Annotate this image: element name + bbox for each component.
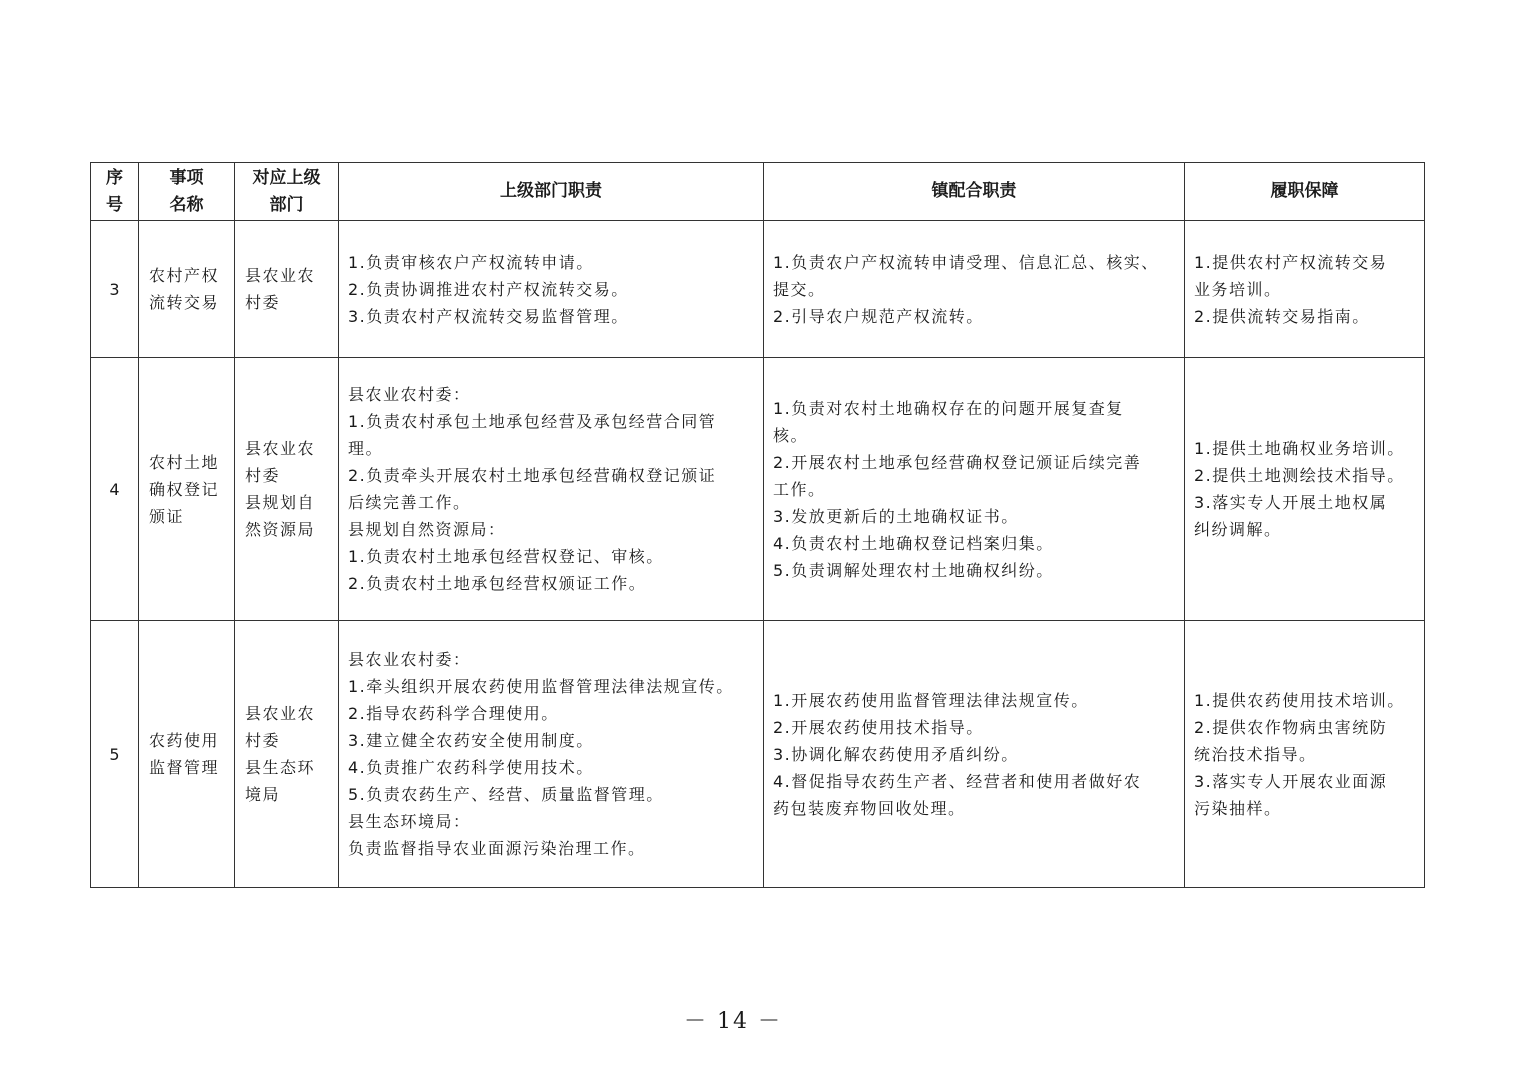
- row-town-duty: [764, 358, 1185, 621]
- header-name: [139, 163, 235, 221]
- cell-line: 提交。: [773, 279, 826, 299]
- cell-line: 县生态环: [245, 758, 316, 777]
- cell-line: 5.负责农药生产、经营、质量监督管理。: [348, 785, 664, 804]
- cell-line: 县规划自然资源局：: [348, 520, 506, 539]
- cell-line: 县生态环境局：: [348, 812, 471, 831]
- cell-line: 污染抽样。: [1194, 798, 1282, 818]
- cell-line: 纠纷调解。: [1194, 520, 1282, 539]
- cell-line: 2.指导农药科学合理使用。: [348, 704, 559, 723]
- cell-line: 村委: [245, 293, 281, 312]
- cell-line: 1.牵头组织开展农药使用监督管理法律法规宣传。: [348, 677, 734, 696]
- cell-line: 2.负责牵头开展农村土地承包经营确权登记颁证: [348, 466, 717, 485]
- table-body: [91, 221, 1425, 888]
- cell-line: 县农业农: [245, 704, 316, 723]
- cell-line: 1.提供农村产权流转交易: [1194, 252, 1388, 272]
- cell-line: 后续完善工作。: [348, 493, 471, 512]
- cell-line: 境局: [245, 785, 281, 804]
- header-seq: [91, 163, 139, 221]
- row-item-name: [139, 621, 235, 888]
- cell-line: 县农业农: [245, 266, 316, 285]
- cell-line: 2.负责农村土地承包经营权颁证工作。: [348, 574, 647, 593]
- cell-line: 农村土地: [149, 452, 220, 472]
- cell-line: 3.建立健全农药安全使用制度。: [348, 731, 594, 750]
- cell-line: 工作。: [773, 479, 826, 499]
- cell-line: 3.协调化解农药使用矛盾纠纷。: [773, 744, 1019, 764]
- cell-line: 3.负责农村产权流转交易监督管理。: [348, 306, 629, 326]
- header-line: 事项: [169, 167, 204, 188]
- cell-line: 核。: [773, 425, 809, 445]
- cell-line: 2.开展农药使用技术指导。: [773, 717, 984, 737]
- header-line: 名称: [169, 194, 204, 215]
- cell-line: 监督管理: [149, 758, 220, 777]
- cell-line: 药包装废弃物回收处理。: [773, 798, 966, 818]
- cell-line: 流转交易: [149, 293, 220, 312]
- header-upper-duty: 上级部门职责: [339, 163, 764, 221]
- cell-line: 农村产权: [149, 266, 220, 285]
- responsibility-table: [90, 162, 1425, 888]
- cell-line: 然资源局: [245, 520, 316, 539]
- row-upper-duty: [339, 221, 764, 358]
- cell-line: 村委: [245, 731, 281, 750]
- cell-line: 1.负责对农村土地确权存在的问题开展复查复: [773, 398, 1124, 418]
- cell-line: 1.开展农药使用监督管理法律法规宣传。: [773, 690, 1089, 710]
- cell-line: 县规划自: [245, 493, 316, 512]
- header-row: [91, 163, 1425, 221]
- header-town-duty: 镇配合职责: [764, 163, 1185, 221]
- cell-line: 业务培训。: [1194, 279, 1282, 299]
- row-guarantee: [1185, 358, 1425, 621]
- cell-line: 1.负责农村承包土地承包经营及承包经营合同管: [348, 412, 717, 431]
- row-item-name: [139, 358, 235, 621]
- cell-line: 2.提供流转交易指南。: [1194, 306, 1370, 326]
- cell-line: 确权登记: [149, 479, 220, 499]
- cell-line: 2.开展农村土地承包经营确权登记颁证后续完善: [773, 452, 1142, 472]
- row-seq: 4: [91, 358, 139, 621]
- header-line: 号: [106, 194, 123, 215]
- table-row: [91, 358, 1425, 621]
- cell-line: 村委: [245, 466, 281, 485]
- row-guarantee: [1185, 621, 1425, 888]
- header-dept: [235, 163, 339, 221]
- cell-line: 4.负责推广农药科学使用技术。: [348, 758, 594, 777]
- cell-line: 3.落实专人开展土地权属: [1194, 493, 1388, 512]
- cell-line: 1.提供土地确权业务培训。: [1194, 439, 1405, 458]
- cell-line: 2.负责协调推进农村产权流转交易。: [348, 279, 629, 299]
- row-guarantee: [1185, 221, 1425, 358]
- cell-line: 2.提供土地测绘技术指导。: [1194, 466, 1405, 485]
- cell-line: 4.督促指导农药生产者、经营者和使用者做好农: [773, 771, 1142, 791]
- row-upper-duty: [339, 621, 764, 888]
- cell-line: 2.引导农户规范产权流转。: [773, 306, 984, 326]
- row-seq: 5: [91, 621, 139, 888]
- cell-line: 4.负责农村土地确权登记档案归集。: [773, 533, 1054, 553]
- table-row: [91, 621, 1425, 888]
- cell-line: 3.发放更新后的土地确权证书。: [773, 506, 1019, 526]
- page-number: － 14 －: [684, 1009, 782, 1034]
- cell-line: 理。: [348, 439, 384, 458]
- row-seq: 3: [91, 221, 139, 358]
- row-department: [235, 621, 339, 888]
- table-header: [91, 163, 1425, 221]
- row-town-duty: [764, 621, 1185, 888]
- cell-line: 1.负责审核农户产权流转申请。: [348, 252, 594, 272]
- cell-line: 5.负责调解处理农村土地确权纠纷。: [773, 560, 1054, 580]
- cell-line: 1.负责农村土地承包经营权登记、审核。: [348, 547, 664, 566]
- table-row: [91, 221, 1425, 358]
- header-line: 对应上级: [252, 167, 321, 188]
- row-department: [235, 221, 339, 358]
- row-upper-duty: [339, 358, 764, 621]
- cell-line: 农药使用: [149, 731, 220, 750]
- cell-line: 2.提供农作物病虫害统防: [1194, 717, 1388, 737]
- row-town-duty: [764, 221, 1185, 358]
- cell-line: 1.提供农药使用技术培训。: [1194, 690, 1405, 710]
- cell-line: 统治技术指导。: [1194, 744, 1317, 764]
- cell-line: 3.落实专人开展农业面源: [1194, 771, 1388, 791]
- cell-line: 颁证: [149, 506, 185, 526]
- row-department: [235, 358, 339, 621]
- header-guarantee: 履职保障: [1185, 163, 1425, 221]
- header-line: 部门: [269, 194, 304, 215]
- cell-line: 负责监督指导农业面源污染治理工作。: [348, 839, 646, 858]
- cell-line: 县农业农: [245, 439, 316, 458]
- cell-line: 县农业农村委：: [348, 385, 471, 404]
- header-line: 序: [106, 167, 123, 188]
- cell-line: 1.负责农户产权流转申请受理、信息汇总、核实、: [773, 252, 1159, 272]
- cell-line: 县农业农村委：: [348, 650, 471, 669]
- row-item-name: [139, 221, 235, 358]
